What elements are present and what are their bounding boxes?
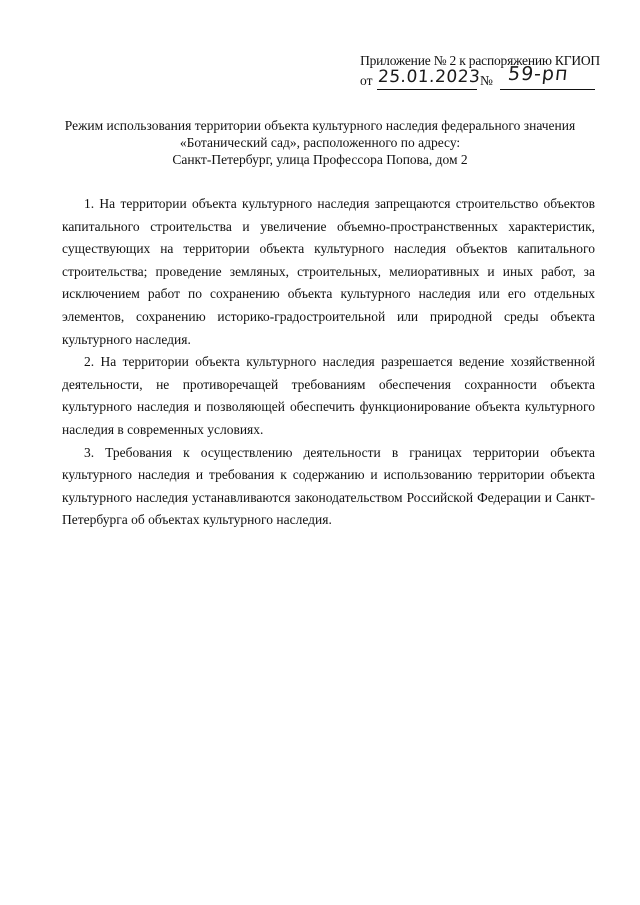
appendix-title: Приложение № 2 к распоряжению КГИОП xyxy=(360,53,600,68)
number-prefix: № xyxy=(480,73,493,88)
date-underline xyxy=(377,89,477,90)
paragraph-3: 3. Требования к осуществлению деятельности в границах территории объекта культурного наследия и требования к содержанию и использованию территории объекта культурного наследия устанавливаются законодательством Российской Федерации и Санкт-Петербурга об объектах культурного наследия. xyxy=(62,444,595,528)
document-body xyxy=(62,193,595,532)
handwritten-number: 59-рп xyxy=(506,63,570,85)
paragraph-1: 1. На территории объекта культурного наследия запрещаются строительство объектов капитального строительства и увеличение объемно-пространственных характеристик, существующих на территории объекта культурного наследия объектов капитального строительства; проведение земляных, строительных, мелиоративных и иных работ, за исключением работ по сохранению объекта культурного наследия или его отдельных элементов, сохранению историко-градостроительной или природной среды объекта культурного наследия. xyxy=(62,196,595,347)
title-line-3: Санкт-Петербург, улица Профессора Попова, дом 2 xyxy=(172,152,468,167)
number-underline xyxy=(500,89,595,90)
document-title xyxy=(40,117,600,168)
paragraph-2: 2. На территории объекта культурного наследия разрешается ведение хозяйственной деятельности, не противоречащей требованиям обеспечения сохранности объекта культурного наследия и позволяющей обеспечить функционирование объекта культурного наследия в современных условиях. xyxy=(62,354,595,437)
appendix-date-number-line xyxy=(340,63,600,94)
title-line-2: «Ботанический сад», расположенного по адресу: xyxy=(179,135,461,150)
title-line-1: Режим использования территории объекта культурного наследия федерального значения xyxy=(64,118,576,133)
handwritten-date: 25.01.2023 xyxy=(377,67,482,87)
date-prefix: от xyxy=(360,73,373,88)
appendix-header xyxy=(340,52,600,94)
